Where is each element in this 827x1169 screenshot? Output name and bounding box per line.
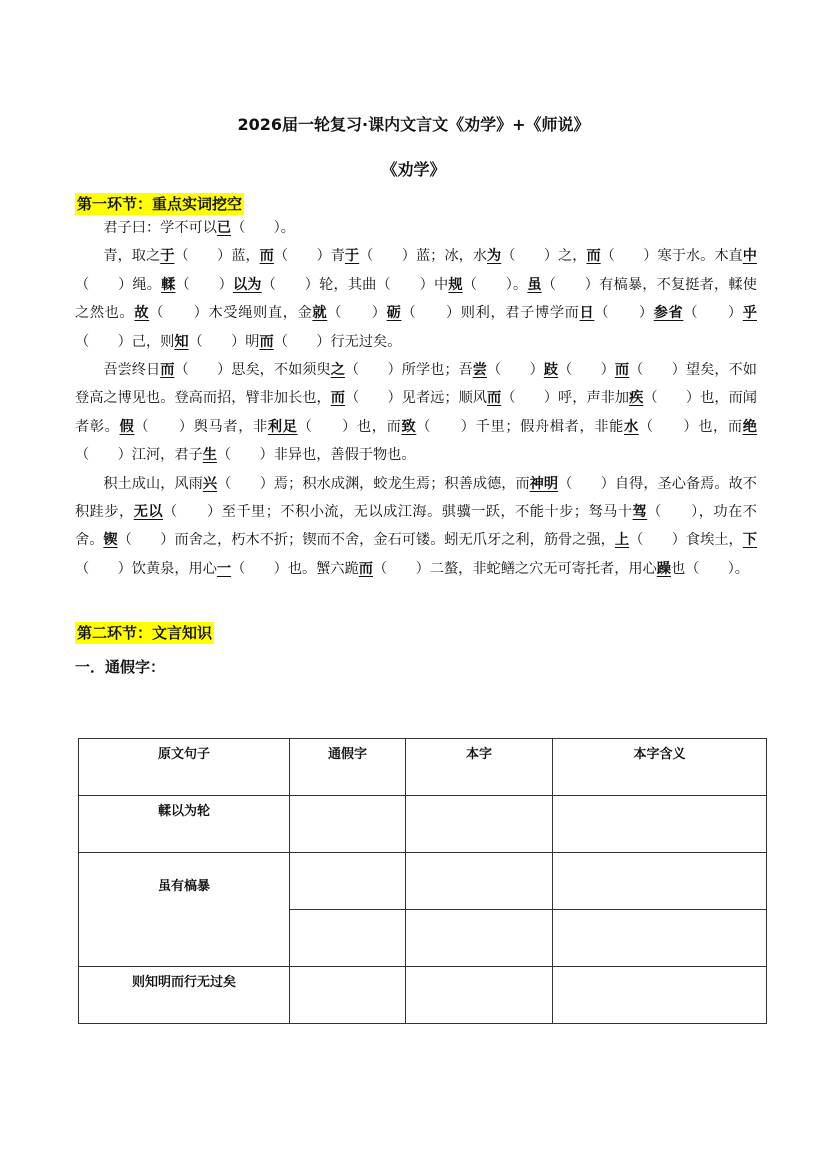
header-cell-benzi: 本字 (406, 739, 553, 796)
table-cell-blank[interactable] (553, 853, 767, 910)
table-cell-blank[interactable] (290, 910, 406, 967)
document-title: 2026届一轮复习·课内文言文《劝学》+《师说》 (237, 115, 590, 134)
header-cell-tongjiazi: 通假字 (290, 739, 406, 796)
table-header-row (79, 739, 767, 796)
header-cell-original-sentence: 原文句子 (79, 739, 290, 796)
table-cell-blank[interactable] (290, 967, 406, 1024)
table-cell-blank[interactable] (406, 910, 553, 967)
tongjiazi-table (78, 738, 767, 1024)
table-cell-blank[interactable] (553, 967, 767, 1024)
section-heading-2: 第二环节：文言知识 (77, 624, 213, 642)
table-cell-blank[interactable] (406, 967, 553, 1024)
paragraph-2: 青，取之于（ ）蓝，而（ ）青于（ ）蓝；冰，水为（ ）之，而（ ）寒于水。木直中（ ）绳。輮（ ）以为（ ）轮，其曲（ ）中规（ ）。虽（ ）有槁暴，不复挺者，輮使之然也。故（ ）木受绳则直，金就（ ）砺（ ）则利，君子博学而日（ ）参省（ ）乎（ ）己，则知（ ）明而（ ）行无过矣。 (75, 248, 757, 350)
table-cell-blank[interactable] (290, 796, 406, 853)
table-cell-sentence: 輮以为轮 (79, 796, 290, 853)
table-cell-blank[interactable] (553, 910, 767, 967)
text-title: 《劝学》 (381, 160, 446, 179)
paragraph-3: 吾尝终日而（ ）思矣，不如须臾之（ ）所学也；吾尝（ ）跂（ ）而（ ）望矣，不如登高之博见也。登高而招，臂非加长也，而（ ）见者远；顺风而（ ）呼，声非加疾（ ）也，而闻者彰。假（ ）舆马者，非利足（ ）也，而致（ ）千里；假舟楫者，非能水（ ）也，而绝（ ）江河，君子生（ ）非异也，善假于物也。 (75, 362, 757, 464)
table-cell-sentence: 虽有槁暴 (79, 853, 290, 967)
table-cell-blank[interactable] (290, 853, 406, 910)
paragraph-1: 君子曰：学不可以已（ ）。 (103, 220, 295, 236)
table-row (79, 853, 767, 910)
table-cell-blank[interactable] (406, 853, 553, 910)
table-cell-sentence: 则知明而行无过矣 (79, 967, 290, 1024)
table-row (79, 796, 767, 853)
subsection-heading-tongjiazi: 一．通假字： (75, 658, 166, 676)
section-heading-1: 第一环节：重点实词挖空 (77, 195, 243, 213)
table-cell-blank[interactable] (406, 796, 553, 853)
paragraph-4: 积土成山，风雨兴（ ）焉；积水成渊，蛟龙生焉；积善成德，而神明（ ）自得，圣心备焉。故不积跬步，无以（ ）至千里；不积小流，无以成江海。骐骥一跃，不能十步；驽马十驾（ ），功在不舍。锲（ ）而舍之，朽木不折；锲而不舍，金石可镂。蚓无爪牙之利，筋骨之强，上（ ）食埃土，下（ ）饮黄泉，用心一（ ）也。蟹六跪而（ ）二螯，非蛇鳝之穴无可寄托者，用心躁也（ ）。 (75, 475, 757, 577)
table-row (79, 967, 767, 1024)
passage (75, 214, 757, 583)
table-cell-blank[interactable] (553, 796, 767, 853)
header-cell-meaning: 本字含义 (553, 739, 767, 796)
